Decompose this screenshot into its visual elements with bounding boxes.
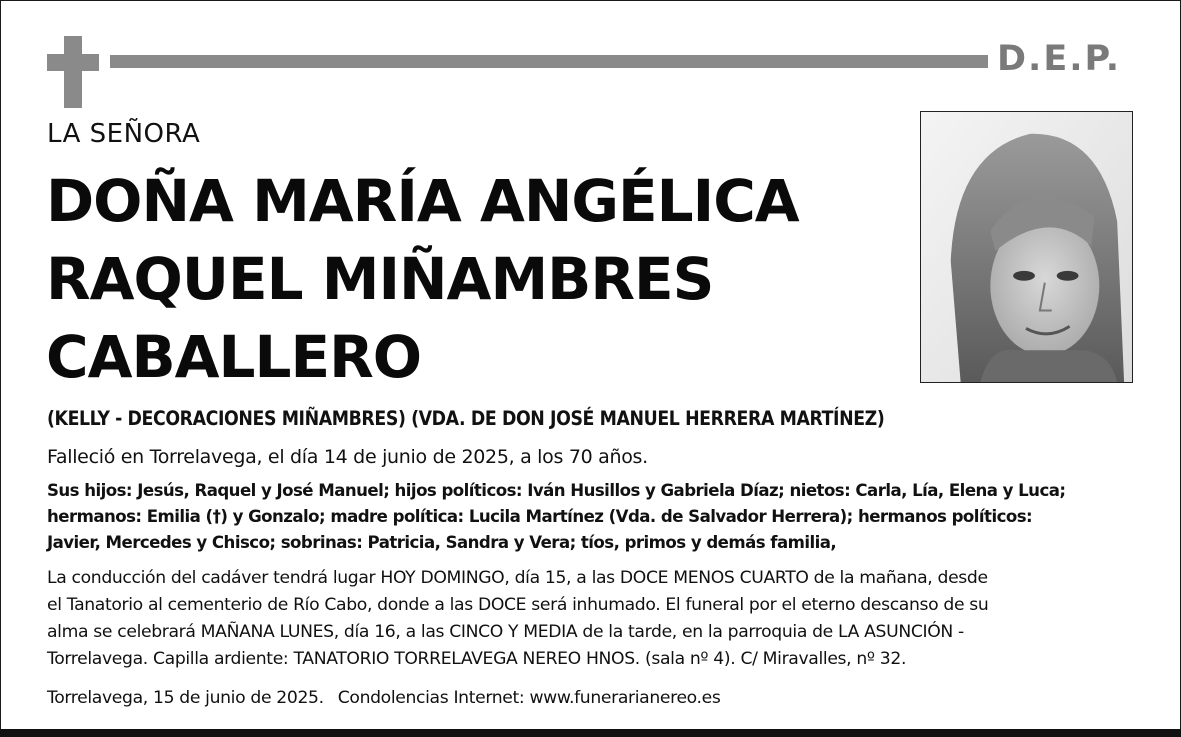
family-line: Sus hijos: Jesús, Raquel y José Manuel; hijos políticos: Iván Husillos y Gabriela Díaz; nietos: Carla, Lía, Elena y Luca; [47, 481, 1066, 500]
cross-icon-arm [47, 54, 99, 71]
service-line: Torrelavega. Capilla ardiente: TANATORIO TORRELAVEGA NEREO HNOS. (sala nº 4). C/ Miravalles, nº 32. [47, 649, 907, 669]
footer [47, 684, 720, 712]
deceased-subtitle: (KELLY - DECORACIONES MIÑAMBRES) (VDA. DE DON JOSÉ MANUEL HERRERA MARTÍNEZ) [47, 407, 885, 430]
header-rule [110, 55, 988, 68]
deceased-name [46, 162, 906, 396]
honorific: LA SEÑORA [47, 119, 201, 149]
cross-icon [64, 36, 82, 108]
service-line: el Tanatorio al cementerio de Río Cabo, donde a las DOCE será inhumado. El funeral por el eterno descanso de su [47, 595, 989, 615]
dep-label: D.E.P. [997, 39, 1122, 79]
service-line: alma se celebrará MAÑANA LUNES, día 16, a las CINCO Y MEDIA de la tarde, en la parroquia de LA ASUNCIÓN - [47, 622, 964, 642]
name-line: RAQUEL MIÑAMBRES [46, 245, 714, 313]
portrait-photo [920, 111, 1133, 383]
death-notice: Falleció en Torrelavega, el día 14 de junio de 2025, a los 70 años. [47, 446, 648, 468]
family-line: Javier, Mercedes y Chisco; sobrinas: Patricia, Sandra y Vera; tíos, primos y demás familia, [47, 533, 837, 552]
service-details [47, 565, 1147, 673]
footer-place-date: Torrelavega, 15 de junio de 2025. [47, 688, 324, 708]
bottom-border [0, 729, 1181, 737]
service-line: La conducción del cadáver tendrá lugar HOY DOMINGO, día 15, a las DOCE MENOS CUARTO de la mañana, desde [47, 568, 988, 588]
family-line: hermanos: Emilia (†) y Gonzalo; madre política: Lucila Martínez (Vda. de Salvador Herrera); hermanos políticos: [47, 507, 1033, 526]
name-line: CABALLERO [46, 323, 422, 391]
portrait-illustration [921, 112, 1132, 382]
family-list [47, 478, 1137, 556]
name-line: DOÑA MARÍA ANGÉLICA [46, 167, 799, 235]
condolences-link[interactable]: Condolencias Internet: www.funerarianereo.es [337, 688, 721, 708]
